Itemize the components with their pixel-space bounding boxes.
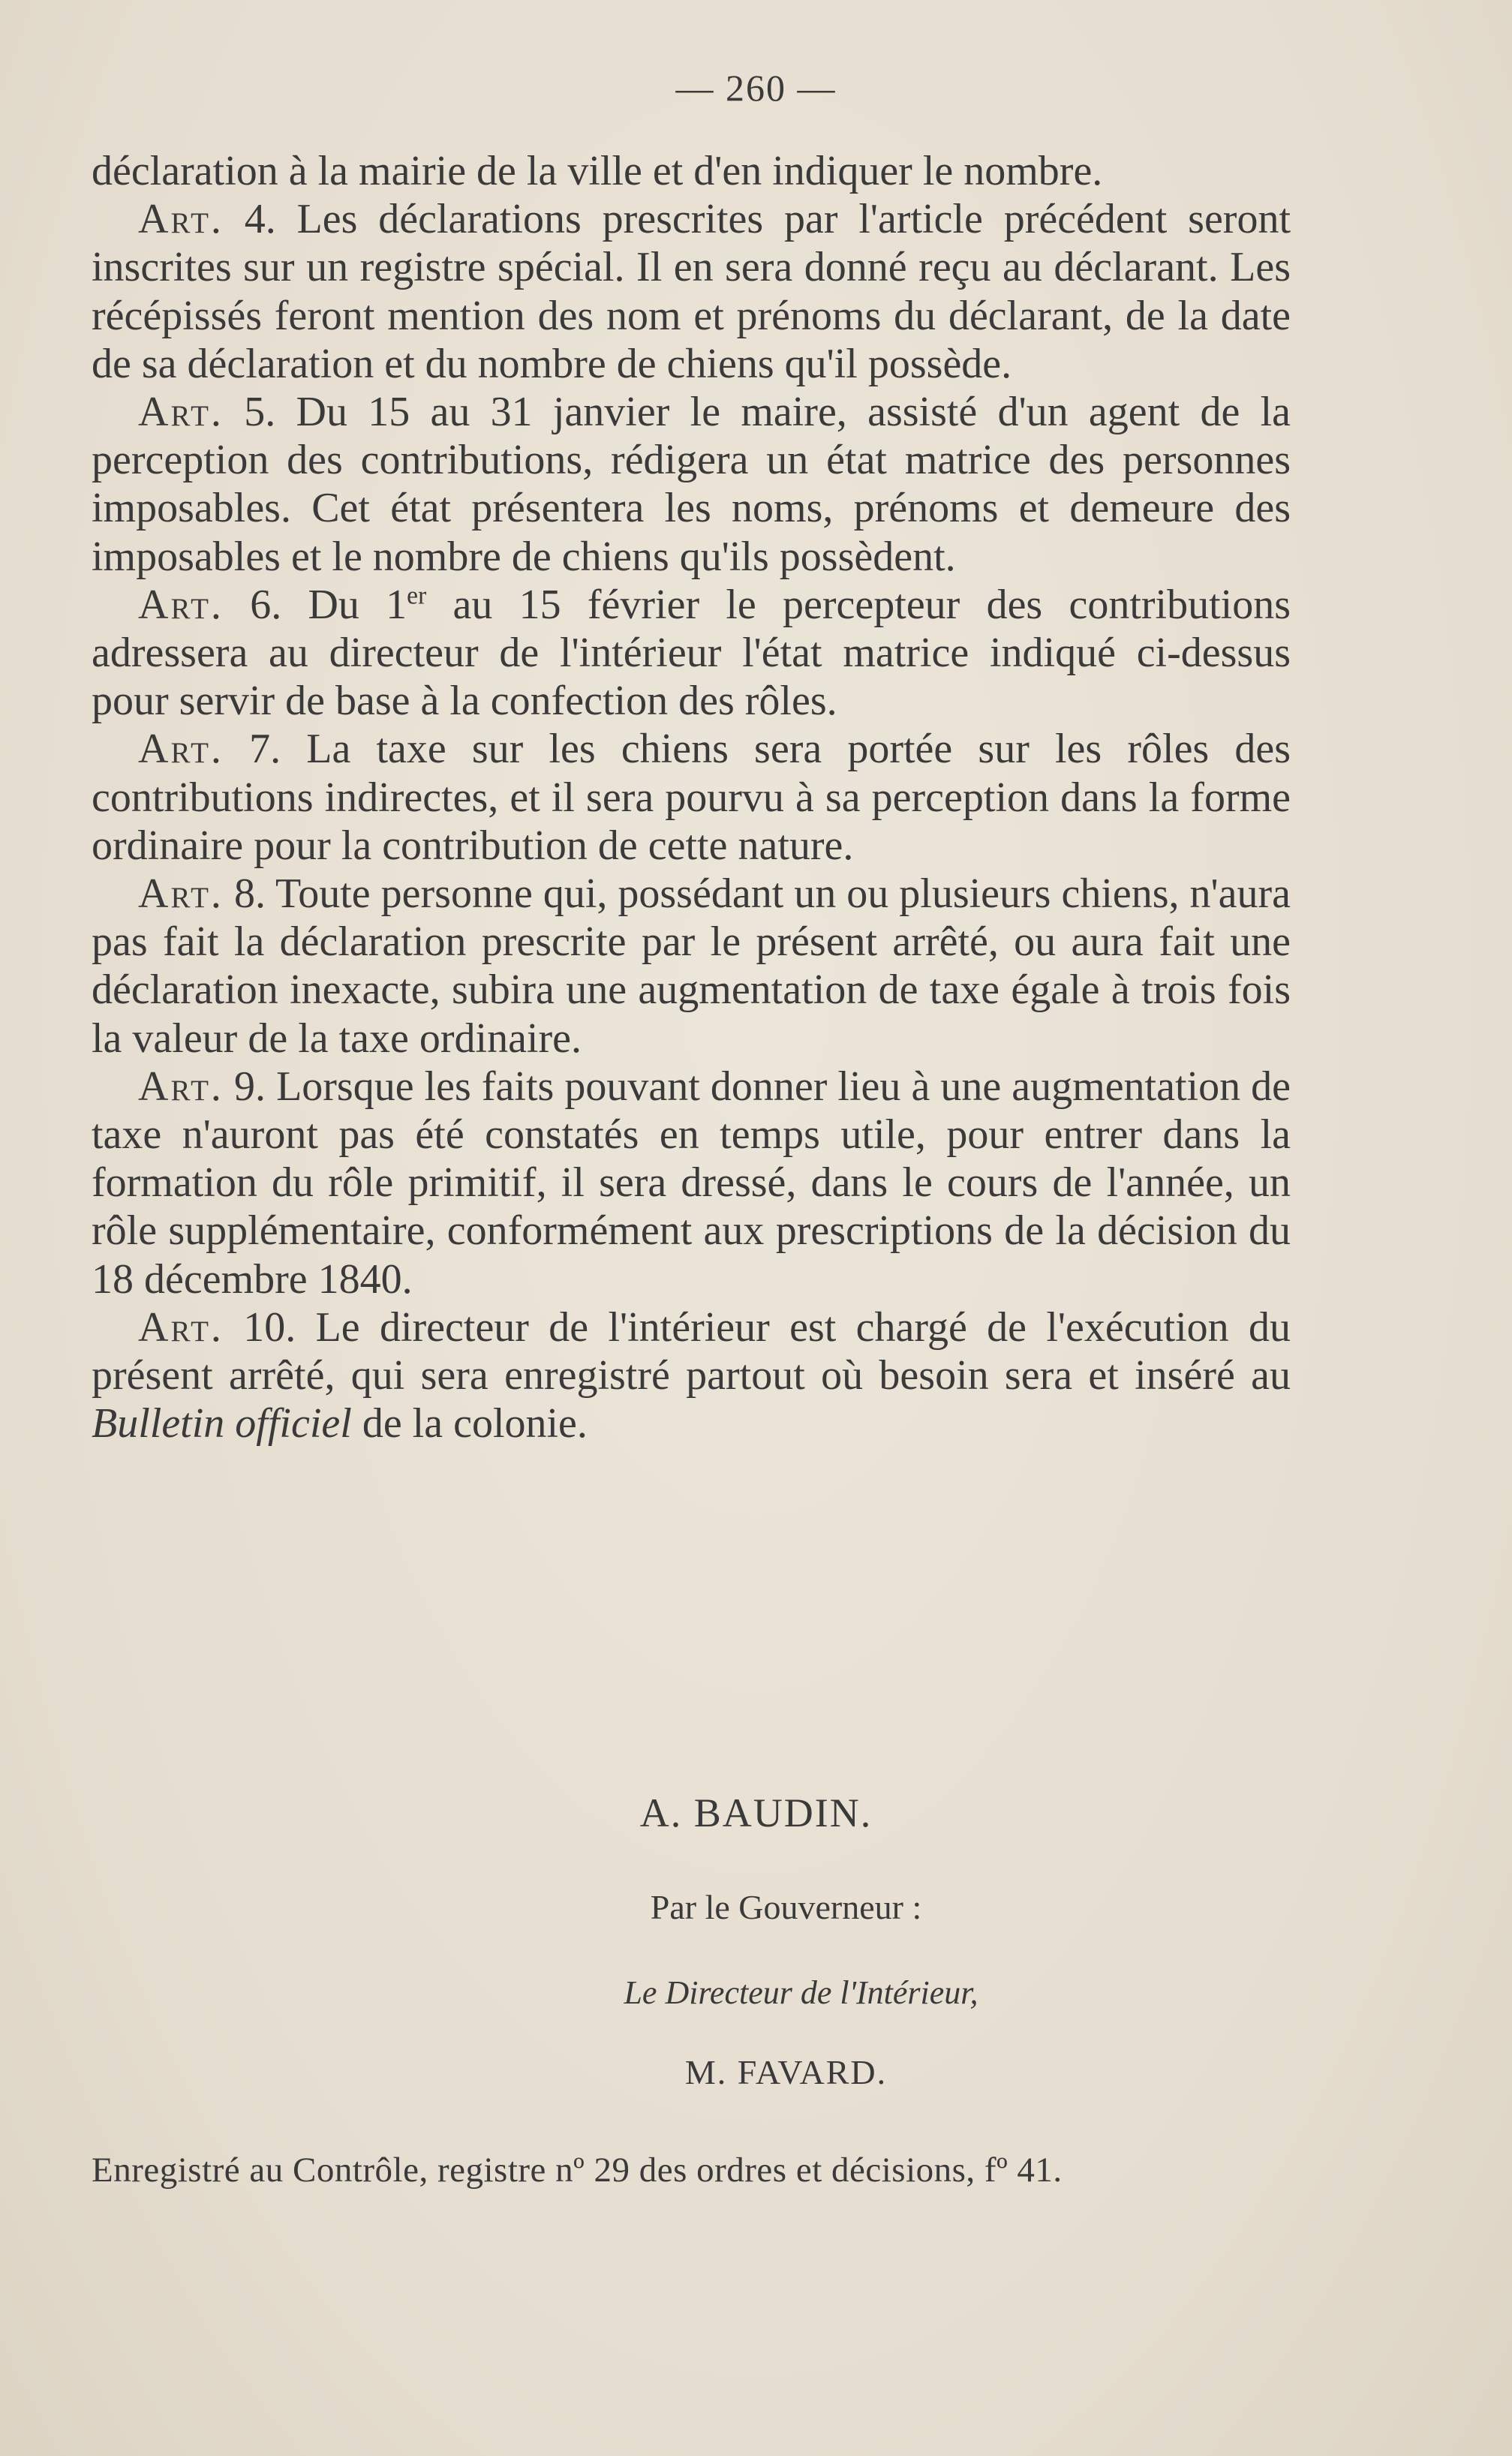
registre-note: Enregistré au Contrôle, registre nº 29 des ordres et décisions, fº 41.: [92, 2151, 1063, 2190]
article-label: Art.: [138, 1303, 224, 1351]
article-number: 6.: [250, 581, 282, 628]
intro-line: déclaration à la mairie de la ville et d'en indiquer le nombre.: [92, 148, 1103, 194]
signature-director: Le Directeur de l'Intérieur,: [624, 1974, 978, 2011]
article-label: Art.: [138, 870, 224, 918]
article-number: 7.: [249, 726, 281, 773]
article-9: [92, 1063, 1291, 1303]
article-6: [92, 581, 1291, 726]
article-5: [92, 388, 1291, 581]
article-text: Toute personne qui, possédant un ou plusieurs chiens, n'aura pas fait la déclaration prescrite par le présent arrêté, ou aura fait une déclaration inexacte, subira une augmentation de taxe égale à trois fois la valeur de la taxe ordinaire.: [92, 870, 1291, 1062]
article-text: Le directeur de l'intérieur est chargé de l'exécution du présent arrêté, qui sera enregistré partout où besoin sera et inséré au: [92, 1303, 1291, 1399]
signature-name: A. BAUDIN.: [639, 1790, 873, 1835]
article-text: La taxe sur les chiens sera portée sur les rôles des contributions indirectes, et il sera pourvu à sa perception dans la forme ordinaire pour la contribution de cette nature.: [92, 726, 1291, 869]
article-text: Lorsque les faits pouvant donner lieu à une augmentation de taxe n'auront pas été constatés en temps utile, pour entrer dans la formation du rôle primitif, il sera dressé, dans le cours de l'année, un rôle supplémentaire, conformément aux prescriptions de la décision du 18 décembre 1840.: [92, 1063, 1291, 1303]
article-text: Les déclarations prescrites par l'article précédent seront inscrites sur un registre spécial. Il en sera donné reçu au déclarant. Les récépissés feront mention des nom et prénoms du déclarant, de la date de sa déclaration et du nombre de chiens qu'il possède.: [92, 196, 1291, 387]
article-label: Art.: [138, 389, 224, 436]
signature-par: Par le Gouverneur :: [650, 1888, 922, 1926]
body-text: [92, 147, 1291, 1447]
article-label: Art.: [138, 1063, 224, 1110]
article-7: [92, 725, 1291, 870]
article-10: [92, 1303, 1291, 1448]
article-text-end: de la colonie.: [362, 1400, 588, 1447]
article-label: Art.: [138, 196, 224, 243]
signature-favard: M. FAVARD.: [684, 2053, 888, 2091]
article-4: [92, 195, 1291, 388]
article-text: au 15 février le percepteur des contributions adressera au directeur de l'intérieur l'état matrice indiqué ci-dessus pour servir de base à la confection des rôles.: [92, 581, 1291, 725]
article-label: Art.: [138, 726, 224, 773]
article-number: 5.: [244, 389, 276, 436]
article-8: [92, 870, 1291, 1063]
article-number: 9.: [234, 1063, 266, 1110]
article-number: 10.: [243, 1303, 296, 1351]
superscript: er: [407, 582, 427, 610]
article-text-pre: Du 1: [308, 581, 407, 628]
article-number: 4.: [244, 196, 276, 243]
bulletin-title: Bulletin officiel: [92, 1400, 352, 1447]
article-label: Art.: [138, 581, 224, 628]
page-number: — 260 —: [675, 67, 837, 109]
article-text: Du 15 au 31 janvier le maire, assisté d'un agent de la perception des contributions, rédigera un état matrice des personnes imposables. Cet état présentera les noms, prénoms et demeure des imposables et le nombre de chiens qu'ils possèdent.: [92, 389, 1291, 580]
article-number: 8.: [233, 870, 266, 918]
